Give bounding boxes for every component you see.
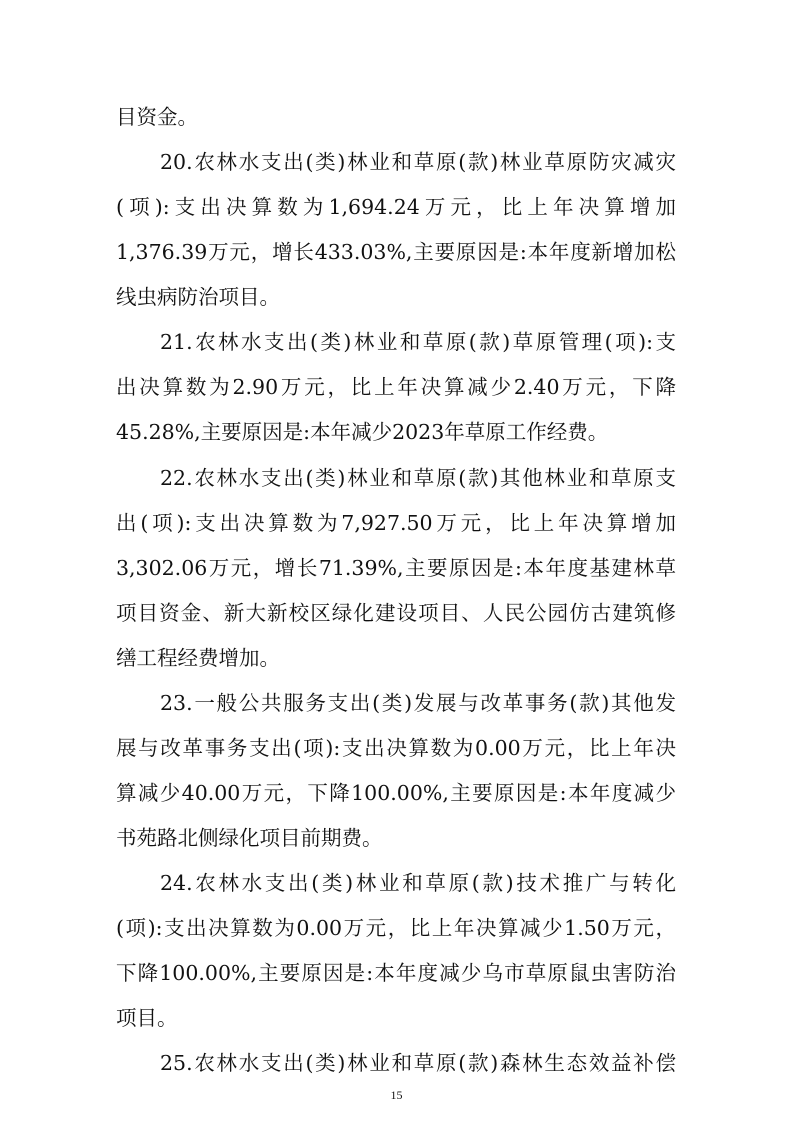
text-line: 22.农林水支出(类)林业和草原(款)其他林业和草原支 — [160, 466, 676, 490]
text-line: 24.农林水支出(类)林业和草原(款)技术推广与转化 — [160, 871, 676, 895]
text-line: 1,376.39万元，增长433.03%,主要原因是:本年度新增加松 — [116, 240, 676, 264]
text-line: 项目资金、新大新校区绿化建设项目、人民公园仿古建筑修 — [116, 601, 676, 625]
text-line: 23.一般公共服务支出(类)发展与改革事务(款)其他发 — [160, 691, 676, 715]
text-line: 项目。 — [116, 1006, 178, 1030]
text-line: 3,302.06万元，增长71.39%,主要原因是:本年度基建林草 — [116, 556, 676, 580]
text-line: 20.农林水支出(类)林业和草原(款)林业草原防灾减灾 — [160, 150, 676, 174]
text-line: (项):支出决算数为1,694.24万元，比上年决算增加 — [116, 195, 676, 219]
text-line: 目资金。 — [116, 105, 198, 129]
text-line: 出决算数为2.90万元，比上年决算减少2.40万元，下降 — [116, 375, 676, 399]
text-line: 展与改革事务支出(项):支出决算数为0.00万元，比上年决 — [116, 736, 676, 760]
text-line: 出(项):支出决算数为7,927.50万元，比上年决算增加 — [116, 511, 676, 535]
text-line: 算减少40.00万元，下降100.00%,主要原因是:本年度减少 — [116, 781, 676, 805]
text-line: 缮工程经费增加。 — [116, 646, 280, 670]
text-line: 21.农林水支出(类)林业和草原(款)草原管理(项):支 — [160, 330, 676, 354]
text-line: (项):支出决算数为0.00万元，比上年决算减少1.50万元， — [116, 916, 676, 940]
text-line: 下降100.00%,主要原因是:本年度减少乌市草原鼠虫害防治 — [116, 961, 676, 985]
page-number: 15 — [390, 1088, 403, 1102]
text-line: 25.农林水支出(类)林业和草原(款)森林生态效益补偿 — [160, 1051, 676, 1075]
text-line: 书苑路北侧绿化项目前期费。 — [116, 826, 383, 850]
text-line: 线虫病防治项目。 — [116, 285, 280, 309]
text-line: 45.28%,主要原因是:本年减少2023年草原工作经费。 — [116, 420, 609, 444]
